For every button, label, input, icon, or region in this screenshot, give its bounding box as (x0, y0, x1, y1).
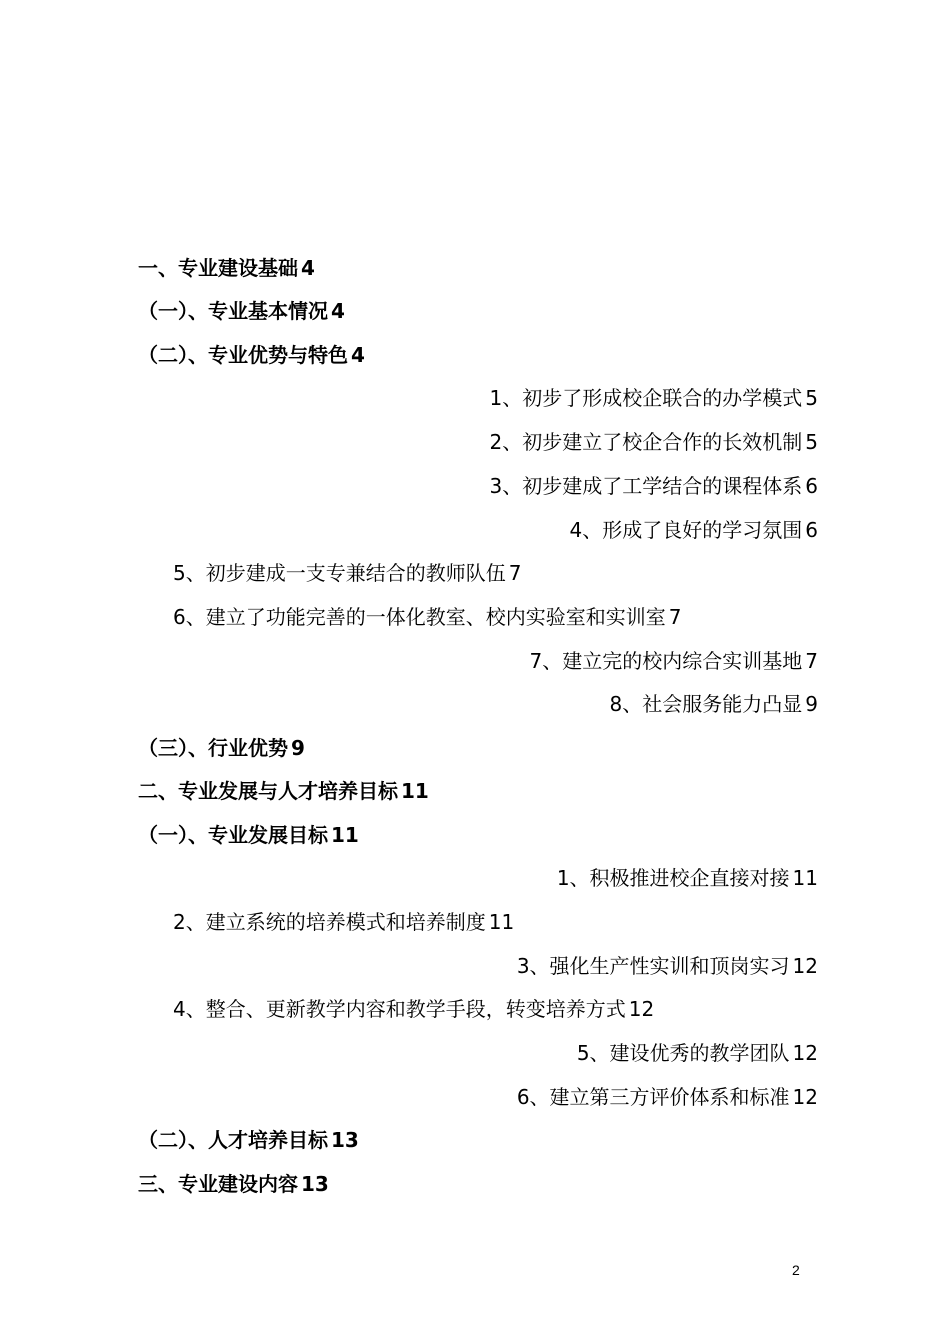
toc-entry-page: 7 (668, 605, 682, 629)
toc-entry-text: （二）、专业优势与特色 (138, 343, 348, 367)
toc-entry-page: 4 (331, 299, 345, 323)
toc-entry-page: 5 (805, 430, 818, 454)
toc-entry-text: 2、建立系统的培养模式和培养制度 (173, 910, 486, 934)
toc-entry-1-3[interactable] (138, 734, 305, 762)
toc-entry-1-2-1[interactable] (490, 384, 818, 412)
toc-entry-page: 11 (488, 910, 515, 934)
toc-entry-2-1-2[interactable] (173, 908, 514, 936)
toc-entry-page: 11 (331, 823, 359, 847)
toc-entry-text: 4、形成了良好的学习氛围 (569, 518, 803, 542)
toc-entry-2-1-1[interactable] (557, 864, 818, 892)
toc-entry-text: 一、专业建设基础 (138, 256, 298, 280)
toc-entry-page: 5 (805, 386, 818, 410)
toc-entry-text: （二）、人才培养目标 (138, 1128, 328, 1152)
toc-entry-1-2-6[interactable] (173, 603, 681, 631)
toc-entry-1-2-7[interactable] (530, 647, 818, 675)
toc-entry-text: （三）、行业优势 (138, 736, 288, 760)
toc-entry-text: 二、专业发展与人才培养目标 (138, 779, 398, 803)
toc-entry-text: 2、初步建立了校企合作的长效机制 (489, 430, 803, 454)
toc-entry-page: 9 (291, 736, 305, 760)
toc-entry-text: 8、社会服务能力凸显 (609, 692, 803, 716)
toc-entry-text: 7、建立完的校内综合实训基地 (529, 649, 803, 673)
toc-entry-page: 4 (301, 256, 315, 280)
toc-entry-1-2-8[interactable] (610, 690, 818, 718)
toc-entry-1-1[interactable] (138, 297, 345, 325)
toc-entry-page: 13 (331, 1128, 359, 1152)
toc-entry-3[interactable] (138, 1170, 329, 1198)
toc-entry-text: 3、强化生产性实训和顶岗实习 (516, 954, 790, 978)
toc-entry-text: 1、初步了形成校企联合的办学模式 (489, 386, 803, 410)
toc-entry-page: 6 (805, 474, 818, 498)
toc-entry-1-2[interactable] (138, 341, 365, 369)
toc-entry-page: 9 (805, 692, 818, 716)
toc-entry-1-2-2[interactable] (490, 428, 818, 456)
toc-entry-page: 12 (792, 1041, 818, 1065)
toc-entry-page: 13 (301, 1172, 329, 1196)
toc-entry-text: （一）、专业基本情况 (138, 299, 328, 323)
toc-entry-2[interactable] (138, 777, 429, 805)
toc-entry-text: 6、建立了功能完善的一体化教室、校内实验室和实训室 (173, 605, 666, 629)
toc-entry-page: 12 (792, 1085, 818, 1109)
toc-entry-page: 12 (628, 997, 655, 1021)
toc-entry-2-1-4[interactable] (173, 995, 654, 1023)
toc-entry-2-1[interactable] (138, 821, 359, 849)
toc-entry-text: 三、专业建设内容 (138, 1172, 298, 1196)
toc-entry-page: 12 (792, 954, 818, 978)
toc-entry-page: 7 (805, 649, 818, 673)
toc-entry-1-2-3[interactable] (490, 472, 818, 500)
toc-entry-text: 3、初步建成了工学结合的课程体系 (489, 474, 803, 498)
toc-entry-text: 5、建设优秀的教学团队 (576, 1041, 790, 1065)
toc-entry-page: 11 (792, 866, 818, 890)
toc-entry-page: 7 (508, 561, 522, 585)
toc-entry-text: 5、初步建成一支专兼结合的教师队伍 (173, 561, 506, 585)
page-number: 2 (792, 1262, 800, 1278)
toc-entry-text: 1、积极推进校企直接对接 (556, 866, 790, 890)
toc-entry-1-2-5[interactable] (173, 559, 521, 587)
toc-entry-2-1-6[interactable] (517, 1083, 818, 1111)
toc-entry-text: （一）、专业发展目标 (138, 823, 328, 847)
toc-entry-2-1-5[interactable] (577, 1039, 818, 1067)
toc-entry-1-2-4[interactable] (570, 516, 818, 544)
toc-entry-text: 4、整合、更新教学内容和教学手段，转变培养方式 (173, 997, 626, 1021)
toc-entry-2-1-3[interactable] (517, 952, 818, 980)
toc-entry-page: 11 (401, 779, 429, 803)
toc-entry-1[interactable] (138, 254, 315, 282)
toc-entry-page: 4 (351, 343, 365, 367)
toc-entry-2-2[interactable] (138, 1126, 359, 1154)
toc-entry-page: 6 (805, 518, 818, 542)
toc-entry-text: 6、建立第三方评价体系和标准 (516, 1085, 790, 1109)
